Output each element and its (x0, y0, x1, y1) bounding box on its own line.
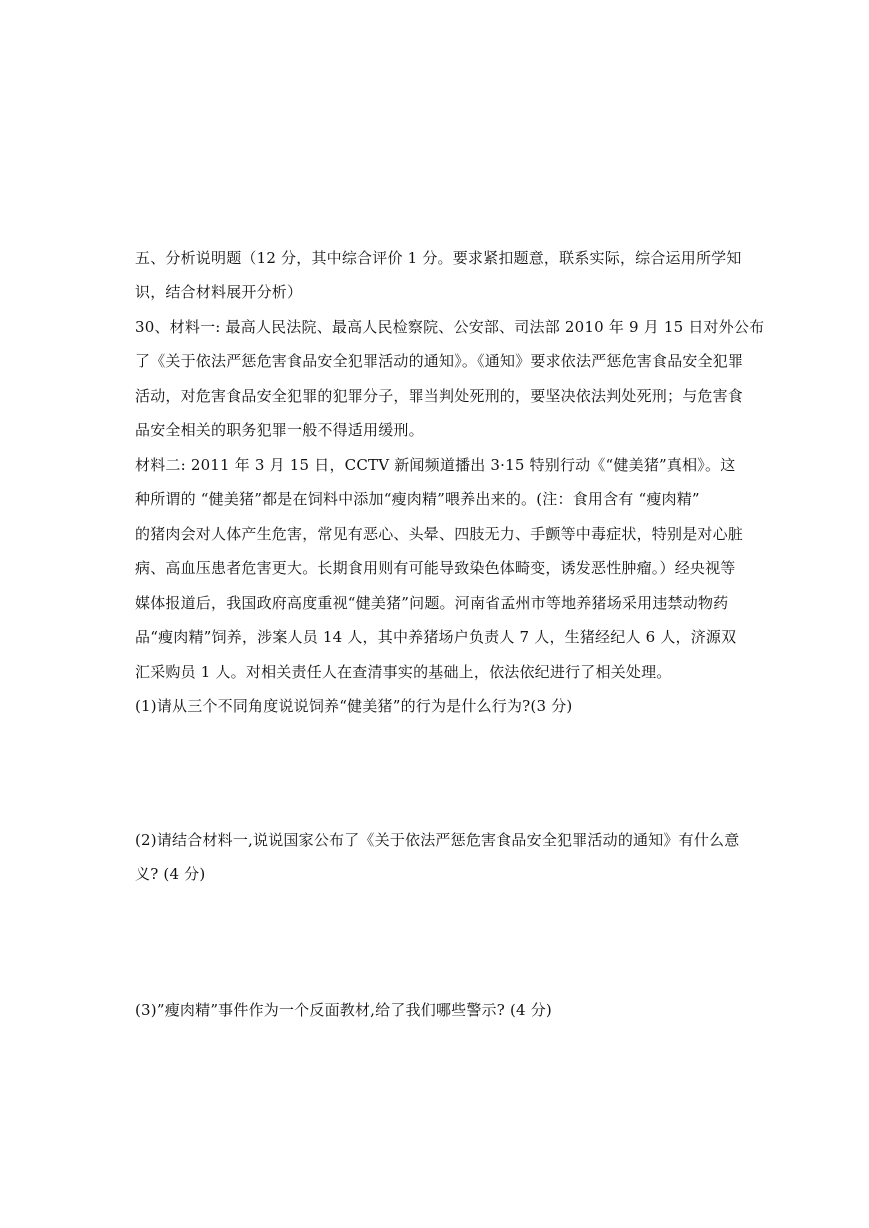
sub-question-1: (1)请从三个不同角度说说饲养“健美猪”的行为是什么行为?(3 分) (135, 697, 573, 715)
material2-line-6: 品“瘦肉精”饲养，涉案人员 14 人，其中养猪场户负责人 7 人，生猪经纪人 6 人，济源双 (135, 628, 737, 646)
material1-line-1: 30、材料一: 最高人民法院、最高人民检察院、公安部、司法部 2010 年 9 月 15 日对外公布 (135, 318, 765, 336)
section-heading-line-1: 五、分析说明题（12 分，其中综合评价 1 分。要求紧扣题意，联系实际，综合运用所学知 (135, 249, 742, 267)
material2-line-5: 媒体报道后，我国政府高度重视“健美猪”问题。河南省孟州市等地养猪场采用违禁动物药 (135, 594, 729, 612)
material1-line-2: 了《关于依法严惩危害食品安全犯罪活动的通知》。《通知》要求依法严惩危害食品安全犯罪 (135, 352, 744, 370)
material2-line-2: 种所谓的 “健美猪”都是在饲料中添加“瘦肉精”喂养出来的。(注：食用含有 “瘦肉精” (135, 490, 700, 508)
section-heading-line-2: 识，结合材料展开分析） (135, 283, 303, 301)
sub-question-2-line-2: 义? (4 分) (135, 865, 206, 883)
material2-line-3: 的猪肉会对人体产生危害，常见有恶心、头晕、四肢无力、手颤等中毒症状，特别是对心脏 (135, 525, 744, 543)
material2-line-7: 汇采购员 1 人。对相关责任人在查清事实的基础上，依法依纪进行了相关处理。 (135, 663, 672, 681)
sub-question-3: (3)”瘦肉精”事件作为一个反面教材,给了我们哪些警示? (4 分) (135, 1001, 552, 1019)
material2-line-4: 病、高血压患者危害更大。长期食用则有可能导致染色体畸变，诱发恶性肿瘤。）经央视等 (135, 559, 736, 577)
material1-line-3: 活动，对危害食品安全犯罪的犯罪分子，罪当判处死刑的，要坚决依法判处死刑；与危害食 (135, 387, 744, 405)
sub-question-2-line-1: (2)请结合材料一,说说国家公布了《关于依法严惩危害食品安全犯罪活动的通知》有什么意 (135, 831, 740, 849)
material1-line-4: 品安全相关的职务犯罪一般不得适用缓刑。 (135, 421, 424, 439)
material2-line-1: 材料二: 2011 年 3 月 15 日，CCTV 新闻频道播出 3·15 特别行动《“健美猪”真相》。这 (135, 456, 736, 474)
